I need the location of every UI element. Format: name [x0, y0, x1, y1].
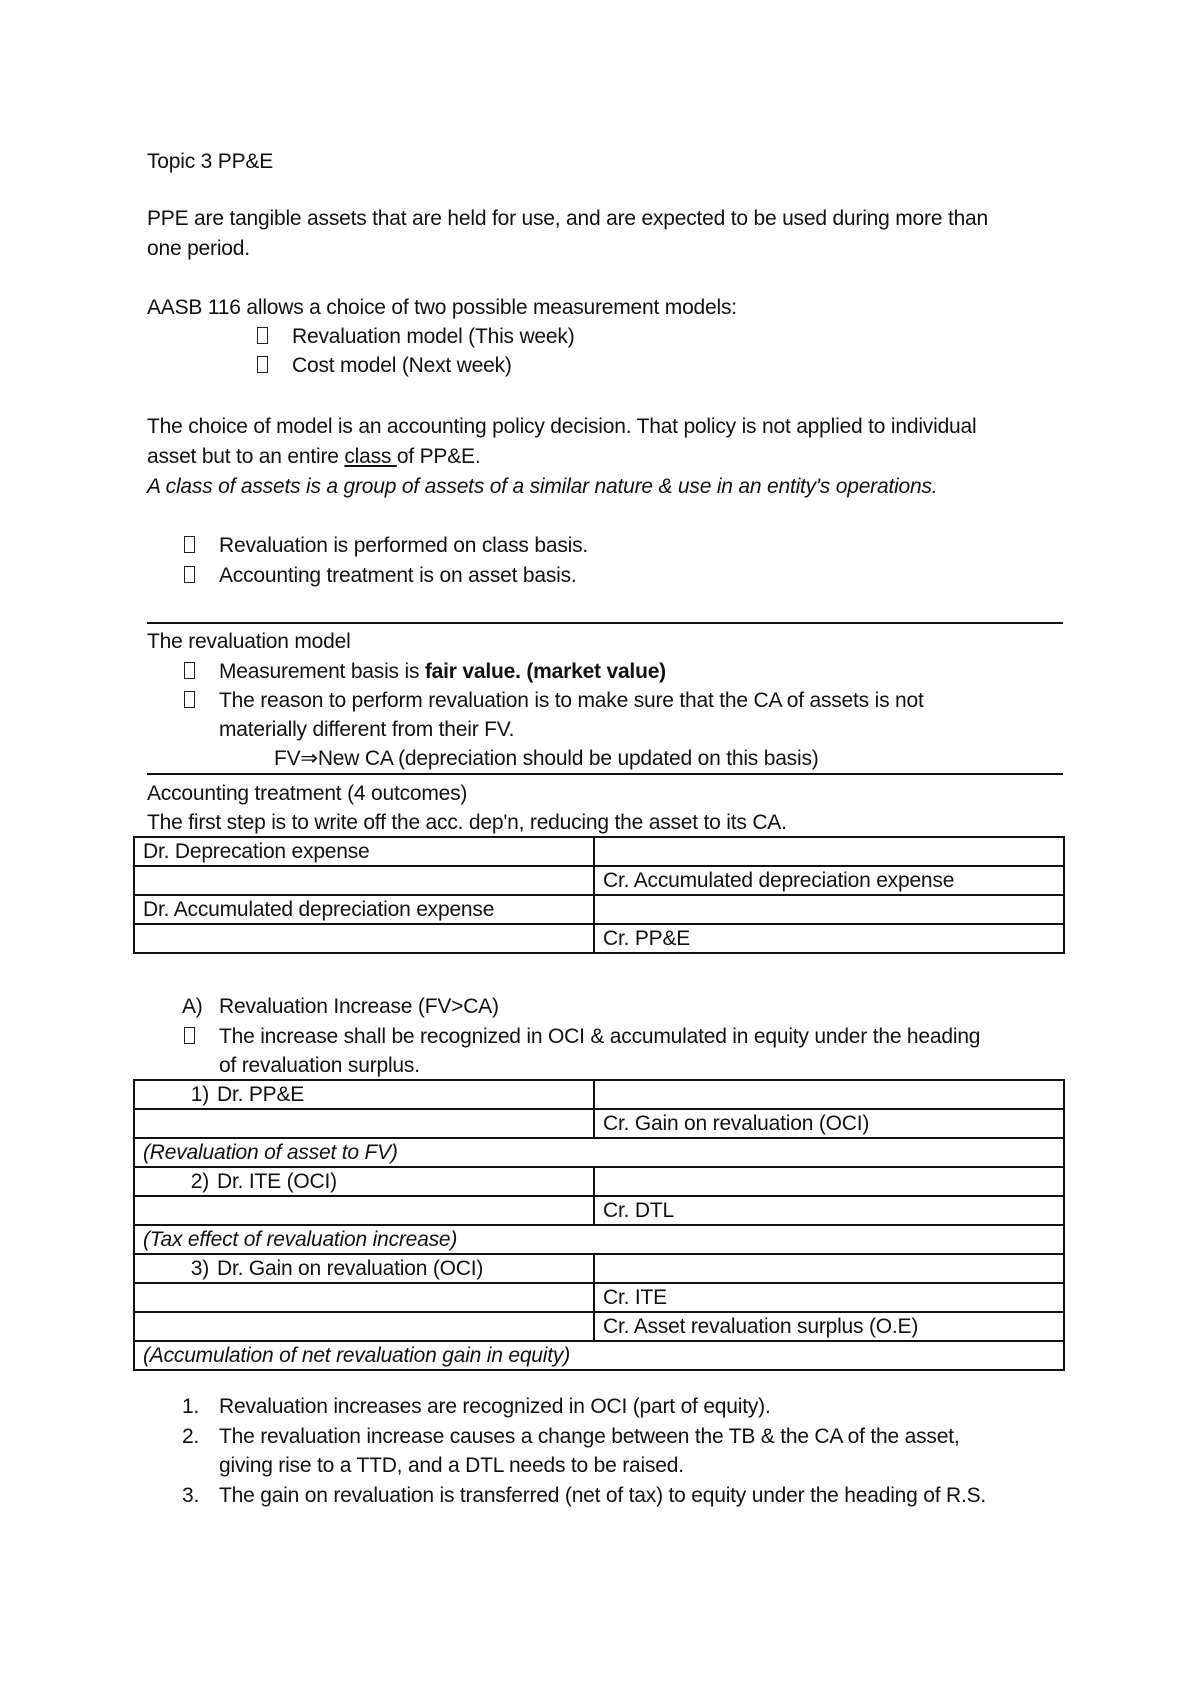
table-row — [134, 1283, 1064, 1312]
journal-credit-cell — [594, 1080, 1064, 1109]
fv-new-ca-note: FV⇒New CA (depreciation should be updated on this basis) — [274, 747, 819, 770]
table-row — [134, 1138, 1064, 1167]
treatment-heading: Accounting treatment (4 outcomes) — [147, 782, 468, 805]
class-definition: A class of assets is a group of assets of a similar nature & use in an entity's operations. — [147, 475, 938, 498]
table-row — [134, 837, 1064, 866]
table-row — [134, 924, 1064, 953]
summary-point-1: Revaluation increases are recognized in OCI (part of equity). — [219, 1395, 771, 1418]
measurement-basis-bullet: Measurement basis is fair value. (market value) — [219, 660, 666, 683]
bullet-box-icon — [184, 562, 195, 590]
table-row — [134, 1312, 1064, 1341]
intro-line-2: one period. — [147, 237, 250, 260]
bullet-box-icon — [184, 1023, 195, 1051]
section-divider — [147, 622, 1063, 624]
table-row — [134, 1109, 1064, 1138]
journal-narration-cell: (Tax effect of revaluation increase) — [134, 1225, 1064, 1254]
model-item-cost: Cost model (Next week) — [292, 354, 512, 377]
depreciation-journal-table — [133, 836, 1065, 954]
section-divider — [147, 773, 1063, 775]
journal-narration-cell: (Revaluation of asset to FV) — [134, 1138, 1064, 1167]
fair-value-bold: fair value. (market value) — [424, 660, 666, 683]
first-step-text: The first step is to write off the acc. dep'n, reducing the asset to its CA. — [147, 811, 787, 834]
topic-title: Topic 3 PP&E — [147, 150, 273, 173]
journal-credit-cell — [594, 1167, 1064, 1196]
journal-credit-cell — [594, 1254, 1064, 1283]
journal-debit-cell: 1) Dr. PP&E — [134, 1080, 594, 1109]
bullet-box-icon — [184, 532, 195, 560]
basis-bullet-class: Revaluation is performed on class basis. — [219, 534, 589, 557]
journal-debit-cell — [134, 866, 594, 895]
increase-bullet-line-2: of revaluation surplus. — [219, 1054, 420, 1077]
summary-number: 2. — [182, 1425, 200, 1448]
journal-debit-cell: 3) Dr. Gain on revaluation (OCI) — [134, 1254, 594, 1283]
journal-debit-cell — [134, 1109, 594, 1138]
summary-number: 3. — [182, 1484, 200, 1507]
table-row — [134, 1196, 1064, 1225]
table-row — [134, 895, 1064, 924]
journal-credit-cell: Cr. PP&E — [594, 924, 1064, 953]
journal-credit-cell: Cr. Accumulated depreciation expense — [594, 866, 1064, 895]
increase-bullet-line-1: The increase shall be recognized in OCI & accumulated in equity under the heading — [219, 1025, 981, 1048]
policy-line-1: The choice of model is an accounting policy decision. That policy is not applied to individual — [147, 415, 977, 438]
journal-credit-cell: Cr. DTL — [594, 1196, 1064, 1225]
revaluation-journal-table — [133, 1079, 1065, 1371]
models-heading: AASB 116 allows a choice of two possible measurement models: — [147, 296, 737, 319]
policy-line-2: asset but to an entire class of PP&E. — [147, 445, 481, 468]
increase-heading: Revaluation Increase (FV>CA) — [219, 995, 499, 1018]
increase-label: A) — [182, 995, 203, 1018]
table-row — [134, 1341, 1064, 1370]
bullet-box-icon — [257, 323, 268, 351]
summary-point-3: The gain on revaluation is transferred (net of tax) to equity under the heading of R.S. — [219, 1484, 987, 1507]
journal-credit-cell: Cr. Asset revaluation surplus (O.E) — [594, 1312, 1064, 1341]
intro-line-1: PPE are tangible assets that are held for use, and are expected to be used during more than — [147, 207, 989, 230]
bullet-box-icon — [184, 658, 195, 686]
table-row — [134, 1254, 1064, 1283]
model-item-revaluation: Revaluation model (This week) — [292, 325, 575, 348]
journal-credit-cell — [594, 837, 1064, 866]
basis-bullet-asset: Accounting treatment is on asset basis. — [219, 564, 577, 587]
bullet-box-icon — [257, 352, 268, 380]
table-row — [134, 1167, 1064, 1196]
journal-debit-cell: Dr. Deprecation expense — [134, 837, 594, 866]
journal-credit-cell: Cr. ITE — [594, 1283, 1064, 1312]
journal-debit-cell — [134, 1196, 594, 1225]
revaluation-model-heading: The revaluation model — [147, 630, 351, 653]
summary-point-2-line-1: The revaluation increase causes a change between the TB & the CA of the asset, — [219, 1425, 960, 1448]
journal-debit-cell: 2) Dr. ITE (OCI) — [134, 1167, 594, 1196]
journal-debit-cell — [134, 924, 594, 953]
table-row — [134, 1225, 1064, 1254]
journal-credit-cell: Cr. Gain on revaluation (OCI) — [594, 1109, 1064, 1138]
underlined-class-word: class — [344, 445, 397, 468]
reason-bullet-line-2: materially different from their FV. — [219, 718, 515, 741]
summary-point-2-line-2: giving rise to a TTD, and a DTL needs to be raised. — [219, 1454, 684, 1477]
journal-debit-cell: Dr. Accumulated depreciation expense — [134, 895, 594, 924]
journal-narration-cell: (Accumulation of net revaluation gain in equity) — [134, 1341, 1064, 1370]
summary-number: 1. — [182, 1395, 200, 1418]
journal-credit-cell — [594, 895, 1064, 924]
table-row — [134, 1080, 1064, 1109]
reason-bullet-line-1: The reason to perform revaluation is to make sure that the CA of assets is not — [219, 689, 924, 712]
journal-debit-cell — [134, 1312, 594, 1341]
table-row — [134, 866, 1064, 895]
bullet-box-icon — [184, 687, 195, 715]
journal-debit-cell — [134, 1283, 594, 1312]
